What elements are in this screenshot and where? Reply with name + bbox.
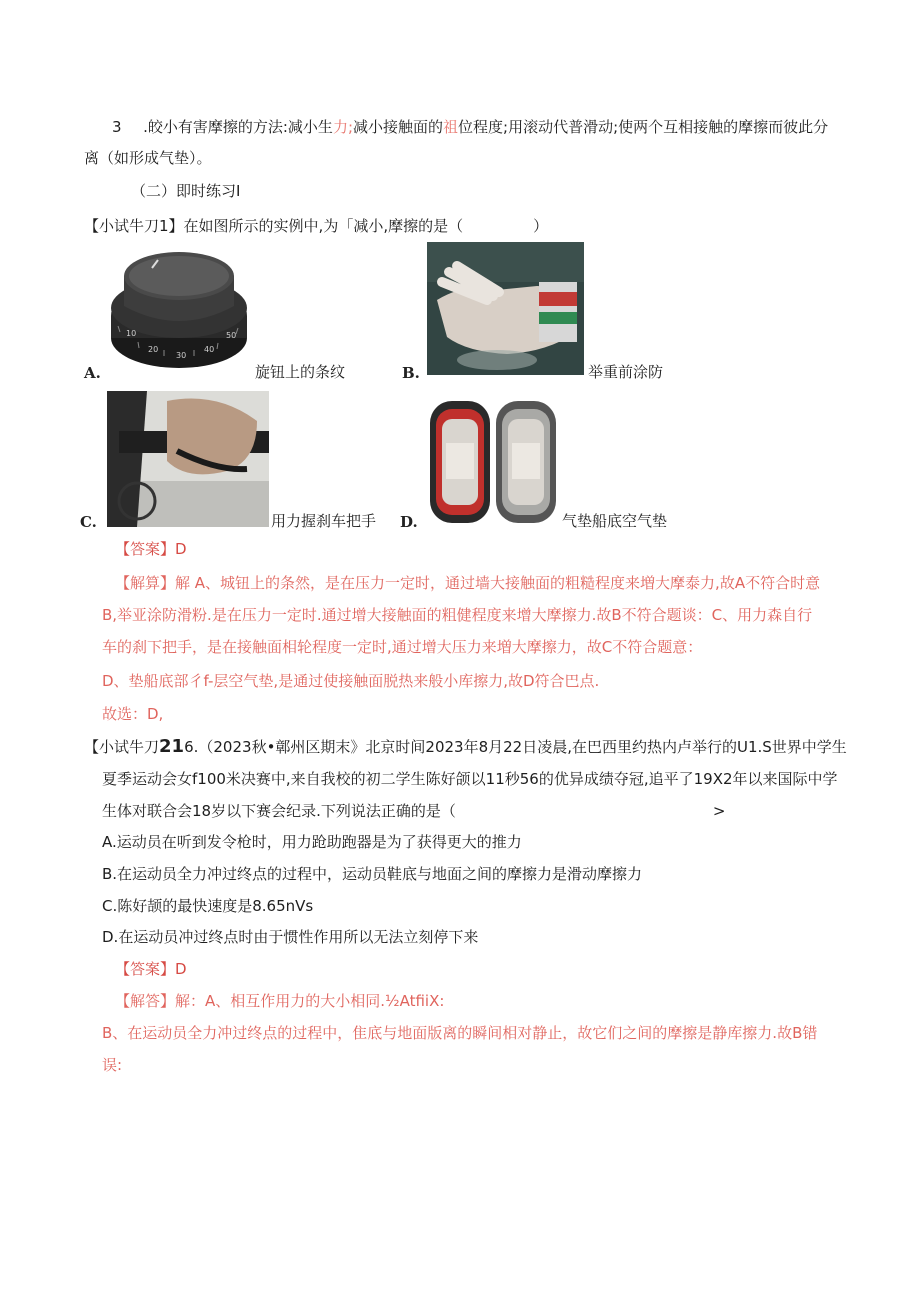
svg-text:20: 20 — [148, 345, 159, 354]
intro-red-b: 祖 — [443, 118, 459, 136]
q1-explanation-text-1: 解 A、城钮上的条然，是在压力一定时，通过墙大接触面的粗糙程度来増大摩泰力,故A不符合时意 — [175, 574, 821, 592]
q1-answer-label: 【答案】 — [115, 540, 176, 558]
q2-option-d: D.在运动员冲过终点时由于惯性作用所以无法立刻停下来 — [102, 928, 479, 946]
q2-explanation-line-3: 误: — [102, 1056, 123, 1074]
intro-text-b: 减小接触面的 — [353, 118, 444, 136]
q1-option-d-letter: D. — [400, 513, 418, 531]
q2-option-c: C.陈好颉的最快速度是8.65nVs — [102, 897, 314, 915]
q2-explanation-line-2: B、在运动员全力冲过终点的过程中，隹底与地面版离的瞬间相对静止，故它们之间的摩擦是静库擦力.故B错 — [102, 1024, 818, 1042]
intro-text-c: 位程度;用滚动代普滑动;使两个互相接触的摩擦而彼此分 — [458, 118, 829, 136]
q2-explanation-line-1 — [115, 990, 444, 1012]
q2-stem-close: > — [712, 802, 726, 820]
q1-option-c-caption: 用力握刹车把手 — [271, 512, 377, 530]
knob-photo — [108, 246, 250, 374]
q2-stem-text-1: 6.（2023秋•鄣州区期末》北京时间2023年8月22日凌晨,在巴西里约热内卢举行的U1.S世界中学生 — [184, 738, 847, 756]
q2-option-a: A.运动员在听到发令枪时，用力跄助跑器是为了获得更大的推力 — [102, 833, 522, 851]
q2-label-number: 21 — [159, 736, 185, 757]
q2-explanation-text-1: 解：A、相互作用力的大小相同.½AtfiiX: — [175, 992, 445, 1010]
q1-explanation-label: 【解算】 — [115, 574, 176, 592]
q1-explanation-line-1 — [115, 572, 820, 594]
brake-handle-photo — [107, 391, 269, 527]
q2-stem-line-3 — [102, 800, 725, 822]
section-heading: （二）即时练习I — [131, 182, 241, 200]
q1-explanation-line-3: 车的刹下把手，是在接触面相轮程度一定时,通过增大压力来増大摩擦力，故C不符合题意： — [102, 638, 703, 656]
q1-stem — [84, 215, 548, 237]
intro-number: 3 — [112, 118, 122, 136]
q1-stem-text: 【小试牛刀1】在如图所示的实例中,为「减小,摩擦的是（ — [84, 217, 464, 235]
q2-answer — [115, 958, 187, 980]
q2-explanation-label: 【解答】 — [115, 992, 176, 1010]
q1-option-d-caption: 气垫船底空气垫 — [562, 512, 668, 530]
q1-option-c-letter: C. — [80, 513, 97, 531]
q1-answer — [115, 538, 187, 560]
q2-stem-text-3: 生体对联合会18岁以下赛会纪录.下列说法正确的是（ — [102, 802, 456, 820]
q2-answer-value: D — [175, 960, 187, 978]
q2-answer-label: 【答案】 — [115, 960, 176, 978]
q1-option-a-caption: 旋钮上的条纹 — [255, 363, 346, 381]
q1-explanation-line-2: B,举亚涂防滑粉.是在压力一定时.通过增大接触面的粗健程度来增大摩擦力.故B不符合题谈：C、用力森自行 — [102, 606, 813, 624]
svg-text:40: 40 — [204, 345, 215, 354]
svg-text:50: 50 — [226, 331, 237, 340]
chalk-hand-photo — [427, 242, 584, 375]
q1-option-a-letter: A. — [84, 364, 101, 382]
intro-text-a: .皎小有害摩擦的方法:减小生 — [143, 118, 333, 136]
hovercraft-photo — [428, 391, 558, 526]
q1-explanation-line-4: D、垫船底部彳f-层空气垫,是通过使接触面脱热来般小库擦力,故D符合巴点. — [102, 672, 600, 690]
intro-red-a: 力; — [332, 118, 353, 136]
q1-option-b-letter: B. — [402, 364, 420, 382]
q1-option-b-caption: 举重前涂防 — [588, 363, 664, 381]
q2-label: 【小试牛刀 — [84, 738, 160, 756]
intro-line-1 — [112, 116, 828, 138]
intro-line-2: 离（如形成气垫）。 — [84, 149, 212, 167]
q1-stem-close: ） — [533, 217, 549, 235]
q2-stem-line-2: 夏季运动会女f100米决赛中,来自我校的初二学生陈好颌以11秒56的优异成绩夺冠,追平了19X2年以来国际中学 — [102, 770, 838, 788]
q2-option-b: B.在运动员全力冲过终点的过程中，运动员鞋底与地面之间的摩擦力是滑动摩擦力 — [102, 865, 643, 883]
q1-explanation-line-5: 故选：D, — [102, 705, 164, 723]
q1-answer-value: D — [175, 540, 187, 558]
svg-text:30: 30 — [176, 351, 187, 360]
q2-stem-line-1 — [84, 736, 847, 758]
svg-text:10: 10 — [126, 329, 137, 338]
